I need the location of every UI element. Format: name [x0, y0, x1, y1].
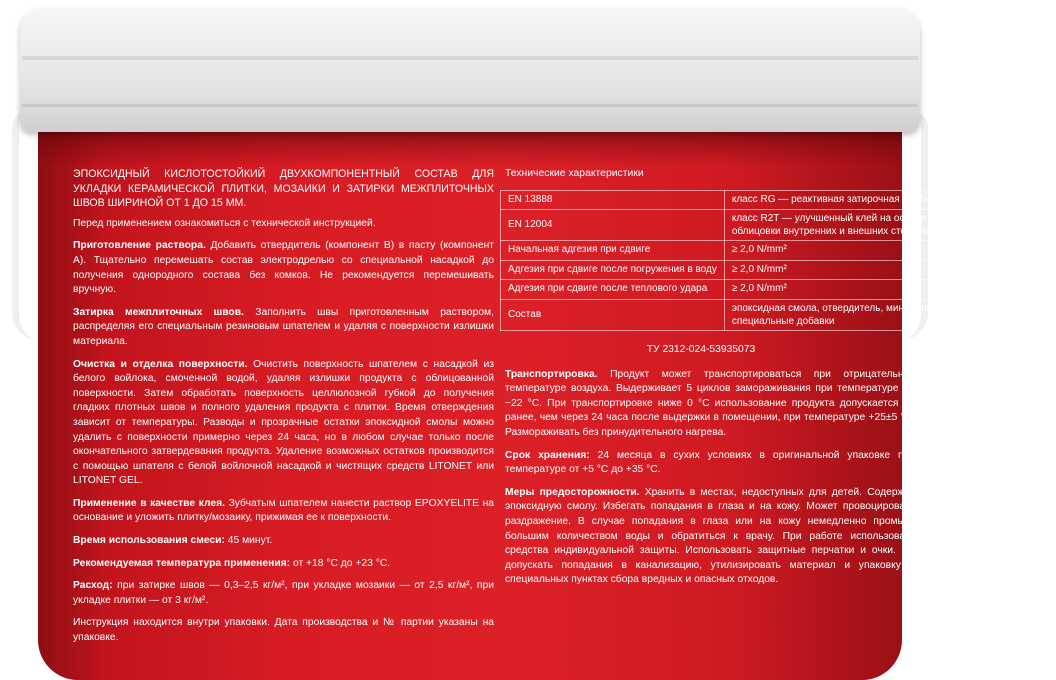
section-grouting: Затирка межплиточных швов. Заполнить швы приготовленным раствором, распределяя его специальным резиновым шпателем и удаляя с поверхности излишки материала. [73, 306, 494, 347]
section-temperature: Рекомендуемая температура применения: от +18 °С до +23 °С. [73, 557, 391, 569]
product-headline: ЭПОКСИДНЫЙ КИСЛОТОСТОЙКИЙ ДВУХКОМПОНЕНТНЫЙ СОСТАВ ДЛЯ УКЛАДКИ КЕРАМИЧЕСКОЙ ПЛИТКИ, МОЗАИКИ И ЗАТИРКИ МЕЖПЛИТОЧНЫХ ШВОВ ШИРИНОЙ ОТ 1 ДО 15 ММ. [73, 168, 494, 210]
tech-title: Технические характеристики [505, 168, 644, 179]
intro-text: Перед применением ознакомиться с технической инструкцией. [73, 217, 376, 229]
bucket-handle-left [12, 110, 39, 340]
table-row [501, 241, 1056, 261]
section-consumption: Расход: при затирке швов — 0,3–2,5 кг/м², при укладке мозаики — от 2,5 кг/м², при укладке плитки — от 3 кг/м². [73, 580, 494, 606]
section-adhesive: Применение в качестве клея. Зубчатым шпателем нанести раствор EPOXYELITE на основание и уложить плитку/мозаику, прижимая ее к поверхности. [73, 497, 494, 524]
lid-rim [22, 56, 918, 60]
table-row [501, 280, 1056, 300]
table-row [501, 299, 1056, 330]
tech-table [500, 190, 1056, 331]
lid-rim-lower [22, 104, 918, 107]
bucket-lid [20, 8, 920, 132]
section-preparation: Приготовление раствора. Добавить отвердитель (компонент В) в пасту (компонент А). Тщательно перемешать состав электродрелью со специальной насадкой до получения однородного состава без комков. Не рекомендуется перемешивать вручную. [73, 240, 494, 296]
table-cell: класс RG — реактивная затирочная смесь для межплиточных швов [724, 190, 1055, 210]
table-cell: класс R2T — улучшенный клей на основе реактивных смол для облицовки внутренних и внешних стен или полов [724, 210, 1055, 241]
section-precautions: Меры предосторожности. Хранить в местах, недоступных для детей. Содержит эпоксидную смолу. Избегать попадания в глаза и на кожу. Может провоцировать раздражение. В случае попадания в глаза или на кожу немедленно промыть большим количеством воды и обратиться к врачу. При работе использовать средства индивидуальной защиты. Использовать защитные перчатки и очки. Не допускать попадания в канализацию, утилизировать материал и упаковку в специальных пунктах сбора вредных и опасных отходов. [505, 486, 915, 586]
section-cleaning: Очистка и отделка поверхности. Очистить поверхность шпателем с насадкой из белого войлока, смоченной водой, удаляя излишки продукта с облицованной поверхности. Затем обработать поверхность целлюлозной губкой до получения гладких плотных швов и полного удаления продукта с плитки. Время отверждения зависит от температуры. Разводы и прозрачные остатки эпоксидной смолы можно удалить с поверхности примерно через 24 часа, но в любом случае только после окончательного затвердевания продукта. Удаление возможных остатков производится с помощью шпателя с белой войлочной насадкой и чистящих средств LITONET или LITONET GEL. [73, 358, 494, 487]
table-row [501, 190, 1056, 210]
table-row [501, 210, 1056, 241]
section-pot-life: Время использования смеси: 45 минут. [73, 535, 273, 547]
table-cell: ≥ 2,0 N/mm² [724, 241, 1055, 261]
instructions-column [73, 167, 494, 654]
table-cell: Адгезия при сдвиге после погружения в воду [501, 260, 725, 280]
table-cell: Начальная адгезия при сдвиге [501, 241, 725, 261]
table-row [501, 260, 1056, 280]
table-cell: эпоксидная смола, отвердитель, минеральный наполнитель, специальные добавки [724, 299, 1055, 330]
table-cell: Адгезия при сдвиге после теплового удара [501, 280, 725, 300]
section-storage: Срок хранения: 24 месяца в сухих условиях в оригинальной упаковке при температуре от +5 °С до +35 °С. [505, 449, 915, 476]
table-cell: ≥ 2,0 N/mm² [724, 280, 1055, 300]
table-cell: EN 12004 [501, 210, 725, 241]
specs-column [500, 167, 1049, 596]
footer-note: Инструкция находится внутри упаковки. Дата производства и № партии указаны на упаковке. [73, 617, 494, 644]
tu-code: ТУ 2312-024-53935073 [646, 343, 756, 355]
table-cell: EN 13888 [501, 190, 725, 210]
section-transport: Транспортировка. Продукт может транспортироваться при отрицательной температуре воздуха. Выдерживает 5 циклов замораживания при температуре до −22 °С. При транспортировке ниже 0 °С использование продукта допускается не ранее, чем через 24 часа после выдержки в помещении, при температуре +25±5 °С. Размораживать без принудительного нагрева. [505, 368, 915, 438]
table-cell: Состав [501, 299, 725, 330]
table-cell: ≥ 2,0 N/mm² [724, 260, 1055, 280]
